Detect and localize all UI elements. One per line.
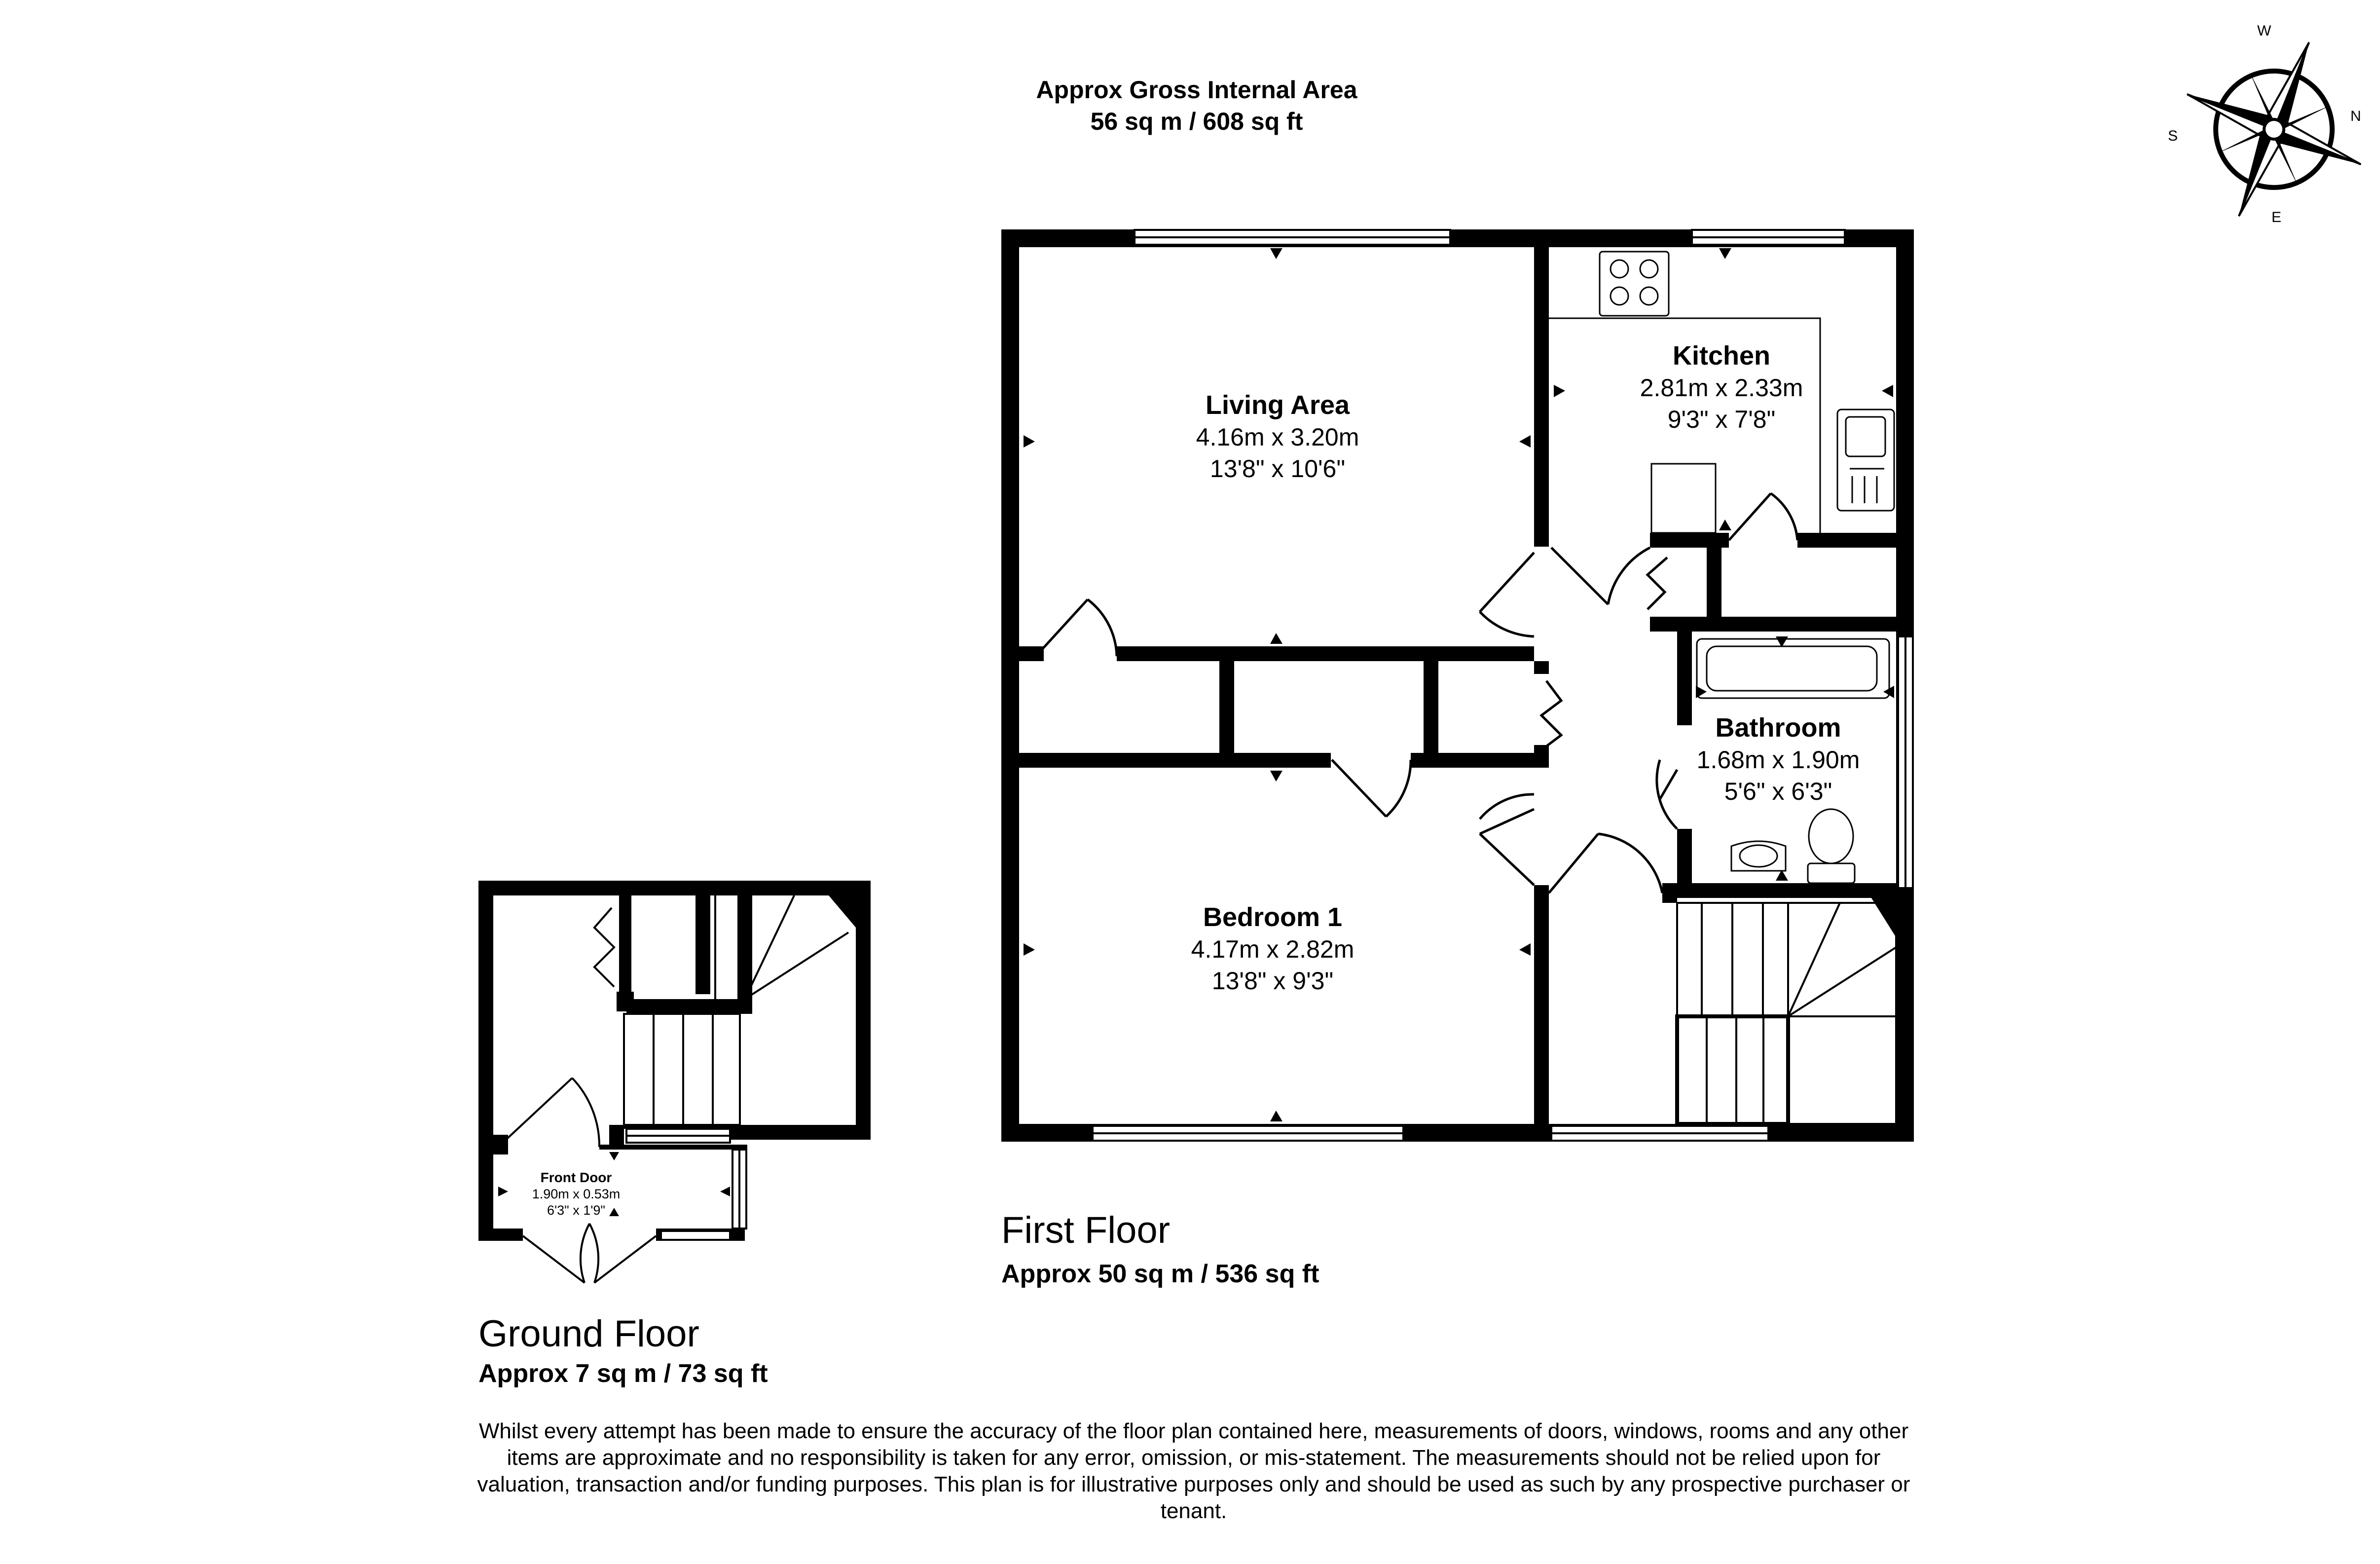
ground-floor-area: Approx 7 sq m / 73 sq ft bbox=[478, 1359, 768, 1388]
room-metric: 1.90m x 0.53m bbox=[532, 1187, 621, 1201]
room-imperial: 5'6" x 6'3" bbox=[1724, 778, 1832, 805]
compass-rose-icon bbox=[2152, 7, 2380, 252]
room-name: Front Door bbox=[540, 1170, 612, 1185]
room-bathroom bbox=[1697, 711, 1860, 807]
room-metric: 2.81m x 2.33m bbox=[1640, 374, 1803, 402]
ground-floor-title: Ground Floor bbox=[478, 1313, 699, 1355]
room-imperial: 13'8" x 9'3" bbox=[1211, 967, 1334, 995]
room-kitchen bbox=[1640, 339, 1803, 435]
room-metric: 4.16m x 3.20m bbox=[1196, 423, 1359, 451]
room-imperial: 13'8" x 10'6" bbox=[1209, 455, 1346, 483]
room-living-area bbox=[1196, 389, 1359, 484]
compass-n-label: N bbox=[2350, 108, 2361, 124]
room-bedroom-1 bbox=[1191, 901, 1355, 997]
first-floor-wall-left bbox=[1001, 229, 1019, 1142]
disclaimer-text: Whilst every attempt has been made to ensure the accuracy of the floor plan contained here, measurements of doors, windows, rooms and any other items are approximate and no responsibility is taken for any error, omission, or mis-statement. The measurements should not be relied upon for valuation, transaction and/or funding purposes. This plan is for illustrative purposes only and should be used as such by any prospective purchaser or tenant. bbox=[477, 1419, 1910, 1523]
room-metric: 1.68m x 1.90m bbox=[1696, 746, 1860, 774]
room-imperial: 6'3" x 1'9" bbox=[547, 1203, 606, 1218]
room-metric: 4.17m x 2.82m bbox=[1191, 935, 1355, 963]
room-front-door bbox=[532, 1169, 621, 1219]
ground-floor-details bbox=[501, 895, 848, 1283]
first-floor-title: First Floor bbox=[1001, 1209, 1170, 1251]
wall-bedroom-stairs bbox=[1534, 905, 1549, 1124]
compass-e-label: E bbox=[2271, 209, 2282, 225]
wall-living-kitchen bbox=[1534, 242, 1549, 547]
toilet-icon bbox=[1808, 863, 1855, 883]
ground-floor-caption bbox=[478, 1312, 768, 1389]
room-imperial: 9'3" x 7'8" bbox=[1667, 406, 1776, 433]
wall-living-corridor bbox=[1117, 646, 1534, 661]
room-name: Kitchen bbox=[1672, 341, 1771, 371]
room-name: Bedroom 1 bbox=[1203, 902, 1343, 932]
compass-w-label: W bbox=[2257, 23, 2271, 39]
compass-s-label: S bbox=[2168, 128, 2178, 144]
first-floor-caption bbox=[1001, 1209, 1319, 1290]
hob-icon bbox=[1600, 252, 1669, 316]
gross-area-title: Approx Gross Internal Area bbox=[1036, 76, 1357, 104]
wall-kitchen-bathroom bbox=[1650, 617, 1897, 632]
room-name: Living Area bbox=[1205, 390, 1350, 420]
first-floor-area: Approx 50 sq m / 536 sq ft bbox=[1001, 1260, 1319, 1288]
wall-corridor-bedroom-left bbox=[1019, 753, 1331, 768]
gross-area-value: 56 sq m / 608 sq ft bbox=[1090, 108, 1303, 135]
bath-icon bbox=[1697, 639, 1889, 698]
first-floor-stairs bbox=[1677, 903, 1896, 1124]
room-name: Bathroom bbox=[1715, 713, 1841, 743]
appliance-space bbox=[1651, 464, 1716, 533]
